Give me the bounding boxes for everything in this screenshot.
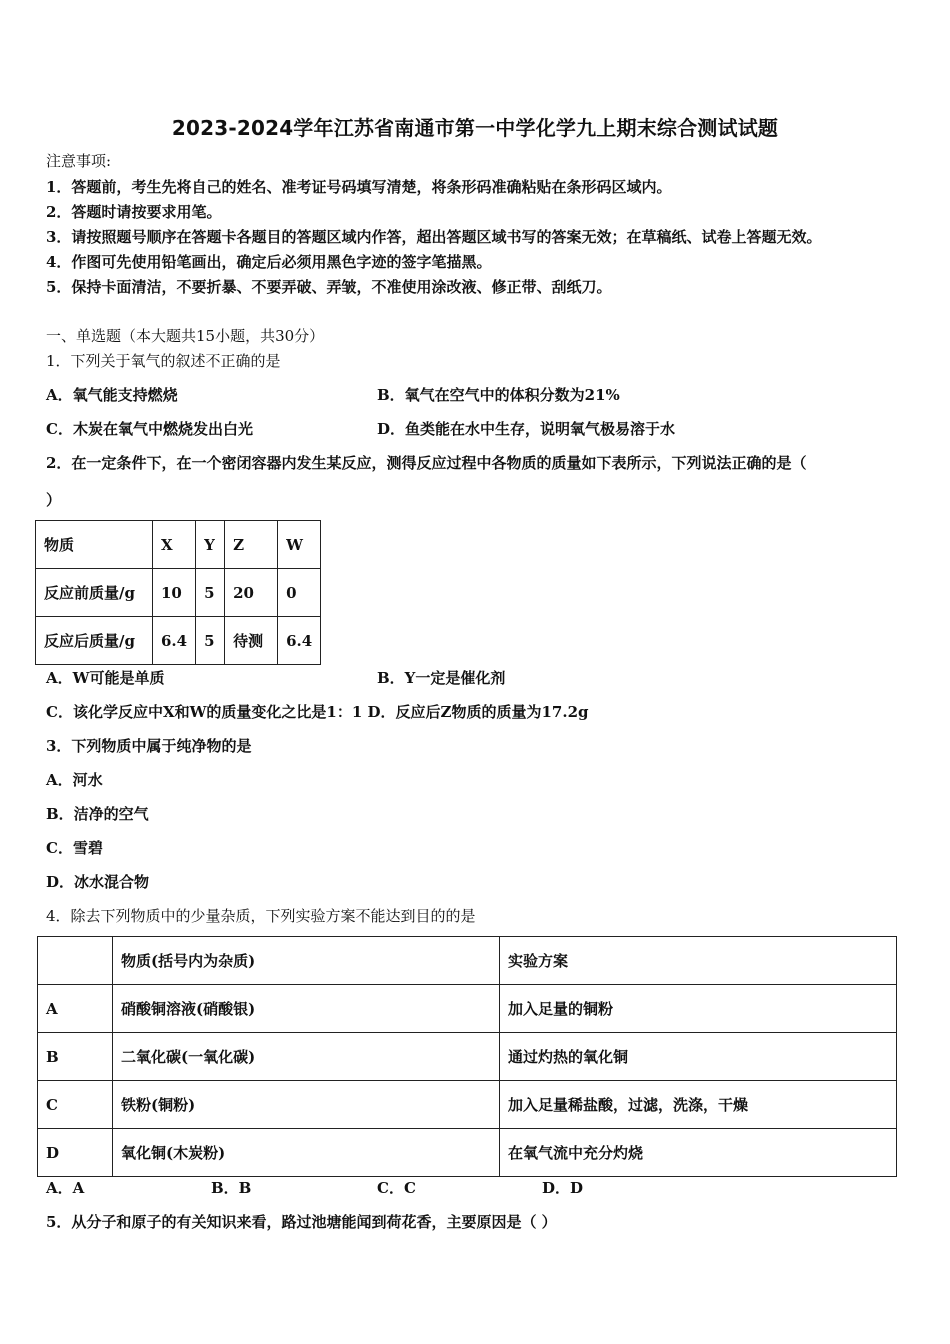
question-1-option-a: A．氧气能支持燃烧 xyxy=(46,386,178,404)
table-cell: 5 xyxy=(196,569,225,617)
table-header-row xyxy=(36,521,321,569)
question-3-option-b: B．洁净的空气 xyxy=(46,805,149,823)
table-cell: 氧化铜(木炭粉) xyxy=(113,1129,500,1177)
table-cell: 硝酸铜溶液(硝酸银) xyxy=(113,985,500,1033)
question-4-table xyxy=(37,936,897,1177)
question-4-option-b: B．B xyxy=(211,1179,252,1197)
table-row xyxy=(38,1033,897,1081)
table-cell xyxy=(38,937,113,985)
question-1-option-d: D．鱼类能在水中生存，说明氧气极易溶于水 xyxy=(377,420,676,438)
table-cell: 加入足量稀盐酸，过滤，洗涤，干燥 xyxy=(500,1081,897,1129)
table-cell: 6.4 xyxy=(153,617,196,665)
question-2-option-cd: C．该化学反应中X和W的质量变化之比是1：1 D．反应后Z物质的质量为17.2g xyxy=(46,703,589,721)
table-cell: 加入足量的铜粉 xyxy=(500,985,897,1033)
table-cell: 实验方案 xyxy=(500,937,897,985)
notice-item: 4．作图可先使用铅笔画出，确定后必须用黑色字迹的签字笔描黑。 xyxy=(46,253,492,271)
question-4-option-a: A．A xyxy=(46,1179,85,1197)
table-cell: 待测 xyxy=(225,617,278,665)
table-cell: X xyxy=(153,521,196,569)
notice-item: 5．保持卡面清洁，不要折暴、不要弄破、弄皱，不准使用涂改液、修正带、刮纸刀。 xyxy=(46,278,612,296)
question-3-option-d: D．冰水混合物 xyxy=(46,873,150,891)
section-heading: 一、单选题（本大题共15小题，共30分） xyxy=(46,327,325,345)
table-cell: Y xyxy=(196,521,225,569)
question-4-option-d: D．D xyxy=(542,1179,584,1197)
page-title: 2023-2024学年江苏省南通市第一中学化学九上期末综合测试试题 xyxy=(171,116,779,140)
notice-item: 3．请按照题号顺序在答题卡各题目的答题区域内作答，超出答题区域书写的答案无效；在草稿纸、试卷上答题无效。 xyxy=(46,228,822,246)
notice-heading: 注意事项: xyxy=(46,152,112,170)
notice-item: 1．答题前，考生先将自己的姓名、准考证号码填写清楚，将条形码准确粘贴在条形码区域内。 xyxy=(46,178,672,196)
table-cell: 6.4 xyxy=(278,617,321,665)
table-cell: B xyxy=(38,1033,113,1081)
table-cell: W xyxy=(278,521,321,569)
question-3-option-a: A．河水 xyxy=(46,771,103,789)
table-row xyxy=(36,617,321,665)
table-cell: 物质 xyxy=(36,521,153,569)
table-header-row xyxy=(38,937,897,985)
table-cell: 铁粉(铜粉) xyxy=(113,1081,500,1129)
table-cell: 10 xyxy=(153,569,196,617)
table-cell: A xyxy=(38,985,113,1033)
table-cell: Z xyxy=(225,521,278,569)
question-1-stem: 1．下列关于氧气的叙述不正确的是 xyxy=(46,352,281,370)
table-cell: 5 xyxy=(196,617,225,665)
notice-item: 2．答题时请按要求用笔。 xyxy=(46,203,222,221)
table-row xyxy=(36,569,321,617)
question-1-option-b: B．氧气在空气中的体积分数为21% xyxy=(377,386,620,404)
table-row xyxy=(38,1129,897,1177)
question-2-option-b: B．Y一定是催化剂 xyxy=(377,669,506,687)
question-2-option-a: A．W可能是单质 xyxy=(46,669,165,687)
question-2-table xyxy=(35,520,321,665)
table-cell: 0 xyxy=(278,569,321,617)
table-row xyxy=(38,985,897,1033)
question-1-option-c: C．木炭在氧气中燃烧发出白光 xyxy=(46,420,253,438)
table-cell: 20 xyxy=(225,569,278,617)
table-cell: 反应后质量/g xyxy=(36,617,153,665)
question-3-option-c: C．雪碧 xyxy=(46,839,103,857)
table-cell: 反应前质量/g xyxy=(36,569,153,617)
question-5-stem: 5．从分子和原子的有关知识来看，路过池塘能闻到荷花香，主要原因是（ ） xyxy=(46,1213,557,1231)
question-4-option-c: C．C xyxy=(377,1179,416,1197)
question-3-stem: 3．下列物质中属于纯净物的是 xyxy=(46,737,252,755)
table-cell: C xyxy=(38,1081,113,1129)
question-2-stem: 2．在一定条件下，在一个密闭容器内发生某反应，测得反应过程中各物质的质量如下表所示，下列说法正确的是（ xyxy=(46,454,807,472)
table-cell: 通过灼热的氧化铜 xyxy=(500,1033,897,1081)
table-cell: 物质(括号内为杂质) xyxy=(113,937,500,985)
table-row xyxy=(38,1081,897,1129)
table-cell: 在氧气流中充分灼烧 xyxy=(500,1129,897,1177)
table-cell: 二氧化碳(一氧化碳) xyxy=(113,1033,500,1081)
table-cell: D xyxy=(38,1129,113,1177)
question-4-stem: 4．除去下列物质中的少量杂质，下列实验方案不能达到目的的是 xyxy=(46,907,476,925)
question-2-stem-end: ） xyxy=(46,491,62,509)
